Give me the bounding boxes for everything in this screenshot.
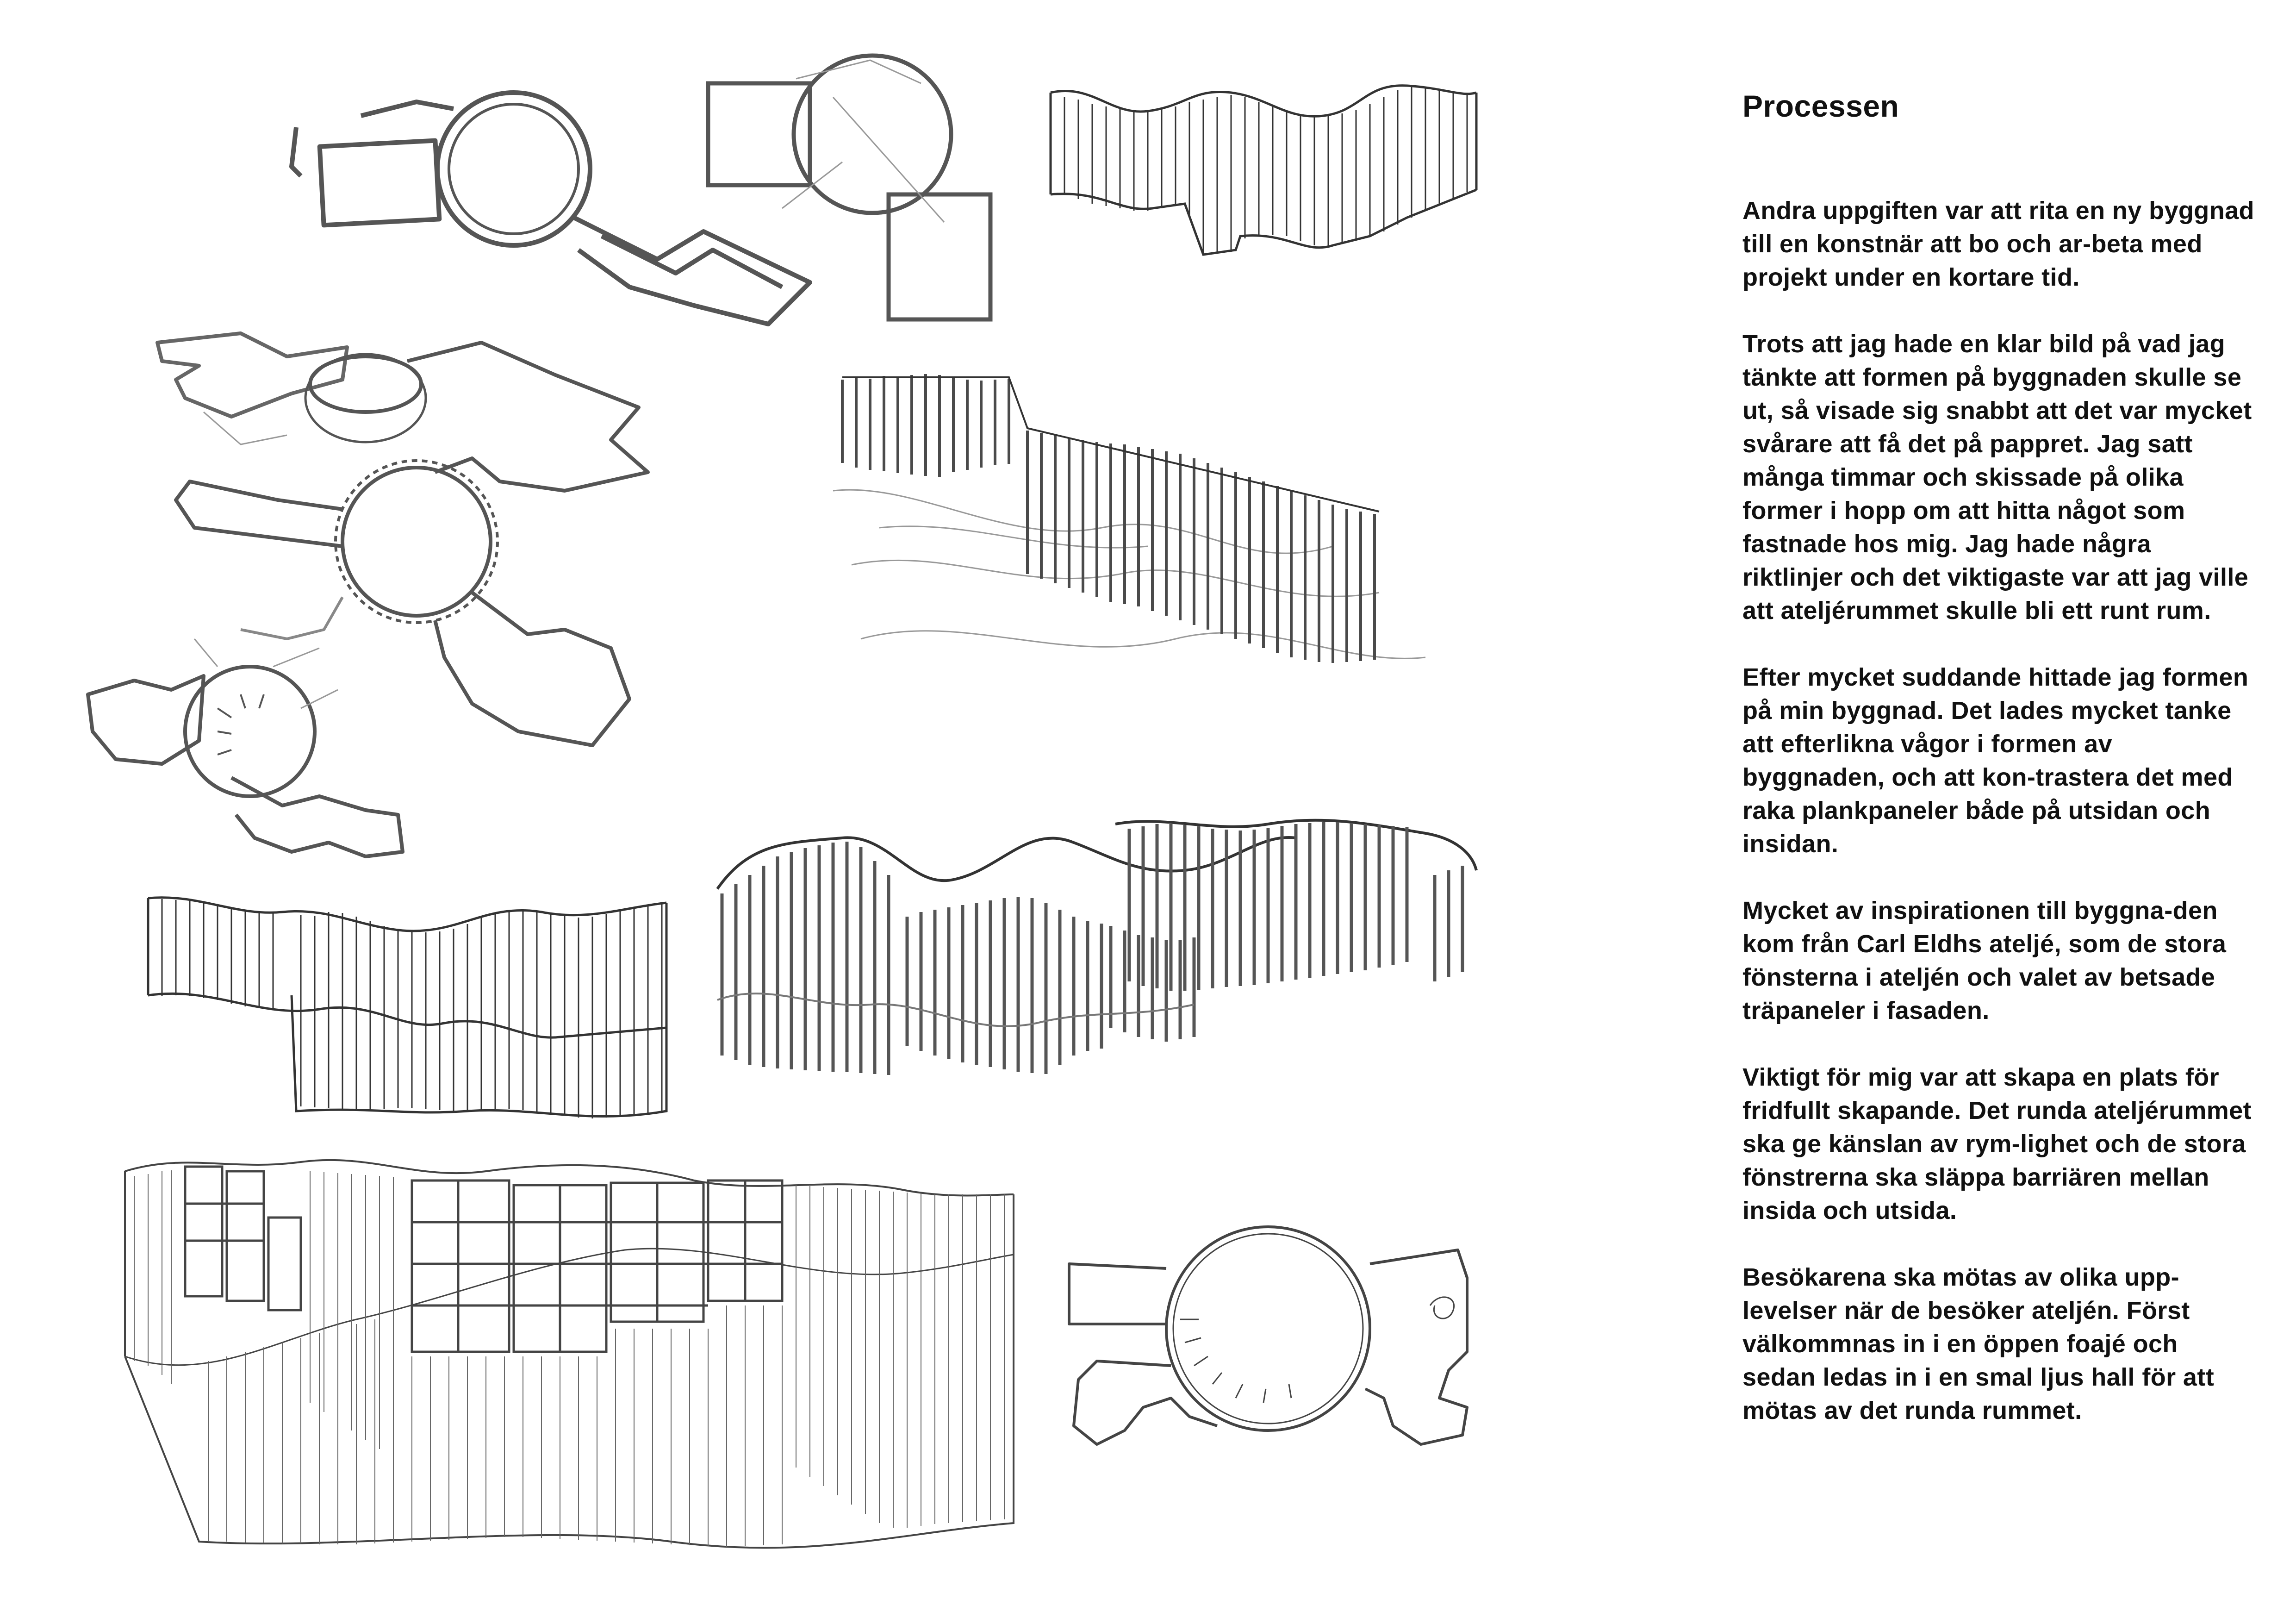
process-text-column [1742, 88, 2256, 1461]
plan-sketch-small-left [79, 639, 430, 880]
paragraph-1: Andra uppgiften var att rita en ny byggnad till en konstnär att bo och ar-beta med projekt under en kortare tid. [1742, 197, 2254, 292]
shaded-wave-perspective-center [824, 352, 1462, 694]
paragraph-4: Mycket av inspirationen till byggna-den kom från Carl Eldhs ateljé, som de stora fönsterna i ateljén och valet av betsade träpaneler i fasaden. [1742, 897, 2227, 1025]
final-plan-sketch [1060, 1213, 1476, 1491]
wave-elevation-middle-left [143, 889, 671, 1130]
wave-elevation-top-right [1046, 79, 1481, 264]
plan-sketch-top-center [703, 69, 1037, 338]
facade-elevation-bottom [116, 1143, 1018, 1551]
page-title: Processen [1742, 89, 1899, 123]
paragraph-2: Trots att jag hade en klar bild på vad jag tänkte att formen på byggnaden skulle se ut, så visade sig snabbt att det var mycket svårare att få det på pappret. Jag satt många timmar och skissade på olika former i hopp om att hitta något som fastnade hos mig. Jag hade några riktlinjer och det viktigaste var att jag ville att ateljérummet skulle bli ett runt rum. [1742, 330, 2252, 625]
paragraph-5: Viktigt för mig var att skapa en plats för fridfullt skapande. Det runda ateljérummet ska ge känslan av rym-lighet och de stora fönstrerna ska släppa barriären mellan insida och utsida. [1742, 1063, 2252, 1225]
paragraph-6: Besökarena ska mötas av olika upp-levelser när de besöker ateljén. Först välkommnas in i en öppen foajé och sedan ledas in i en smal ljus hall för att mötas av det runda rummet. [1742, 1263, 2215, 1425]
shaded-wave-perspective-right [713, 806, 1481, 1102]
paragraph-3: Efter mycket suddande hittade jag formen på min byggnad. Det lades mycket tanke att efterlikna vågor i formen av byggnaden, och att kon-trastera det med raka plankpaneler både på utsidan och insidan. [1742, 663, 2249, 858]
